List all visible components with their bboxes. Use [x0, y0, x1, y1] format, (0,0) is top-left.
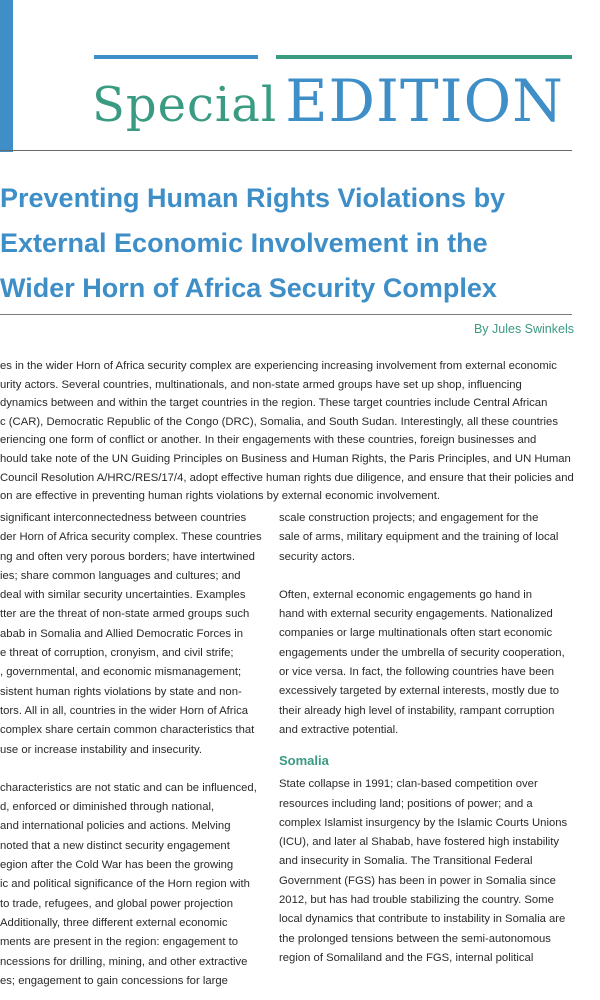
text-line: complex Islamist insurgency by the Islamic Courts Unions: [279, 816, 568, 829]
text-line: der Horn of Africa security complex. These countries: [0, 531, 262, 544]
text-line: sale of arms, military equipment and the training of local: [279, 531, 559, 544]
text-line: security actors.: [279, 550, 355, 563]
text-line: tter are the threat of non-state armed groups such: [0, 608, 250, 621]
masthead-rule-blue: [94, 55, 258, 59]
text-line: ies; share common languages and cultures; and: [0, 569, 241, 582]
byline: By Jules Swinkels: [473, 322, 574, 336]
text-line: use or increase instability and insecurity.: [0, 743, 202, 756]
text-line: urity actors. Several countries, multinationals, and non-state armed groups have set up shop, influencing: [0, 378, 522, 391]
text-line: egion after the Cold War has been the growing: [0, 859, 234, 872]
text-line: ments are present in the region: engagement to: [0, 936, 239, 949]
text-line: local dynamics that contribute to instability in Somalia are: [279, 913, 566, 926]
text-line: hand with external security engagements. Nationalized: [279, 608, 553, 621]
text-line: (ICU), and later al Shabab, have fostered high instability: [279, 836, 560, 849]
article-title: [0, 176, 600, 311]
text-line: 2012, but has had trouble stabilizing the country. Some: [279, 894, 554, 907]
title-line: External Economic Involvement in the: [0, 228, 488, 258]
masthead-edition: EDITION: [285, 67, 564, 135]
text-line: and extractive potential.: [279, 723, 399, 736]
text-line: Additionally, three different external economic: [0, 916, 228, 929]
text-line: dynamics between and within the target countries in the region. These target countries include Central African: [0, 397, 548, 410]
text-line: Council Resolution A/HRC/RES/17/4, adopt effective human rights due diligence, and ensure that their policies and: [0, 471, 574, 484]
text-line: State collapse in 1991; clan-based competition over: [279, 778, 538, 791]
text-line: deal with similar security uncertainties. Examples: [0, 589, 246, 602]
text-line: hould take note of the UN Guiding Principles on Business and Human Rights, the Paris Principles, and UN Human: [0, 452, 571, 465]
text-line: , governmental, and economic mismanagement;: [0, 666, 242, 679]
text-line: engagements under the umbrella of security cooperation,: [279, 646, 565, 659]
text-line: characteristics are not static and can be influenced,: [0, 781, 257, 794]
title-line: Wider Horn of Africa Security Complex: [0, 273, 497, 303]
text-line: on are effective in preventing human rights violations by external economic involvement.: [0, 490, 440, 503]
text-line: noted that a new distinct security engagement: [0, 839, 230, 852]
title-line: Preventing Human Rights Violations by: [0, 183, 506, 213]
text-line: ncessions for drilling, mining, and other extractive: [0, 955, 248, 968]
text-line: e threat of corruption, cronyism, and civil strife;: [0, 647, 234, 660]
right-column: [279, 509, 579, 968]
text-line: c (CAR), Democratic Republic of the Congo (DRC), Somalia, and South Sudan. Interestingly, all these countries: [0, 415, 558, 428]
text-line: sistent human rights violations by state and non-: [0, 685, 242, 698]
text-line: region of Somaliland and the FGS, internal political: [279, 951, 534, 964]
text-line: excessively targeted by external interests, mostly due to: [279, 685, 560, 698]
text-line: Often, external economic engagements go hand in: [279, 588, 533, 601]
text-line: resources including land; positions of power; and a: [279, 797, 533, 810]
text-line: scale construction projects; and engagement for the: [279, 512, 539, 524]
text-line: complex share certain common characteristics that: [0, 724, 255, 737]
right-paragraph-2: [279, 586, 579, 740]
text-line: Government (FGS) has been in power in Somalia since: [279, 874, 556, 887]
text-line: to trade, refugees, and global power projection: [0, 897, 233, 910]
text-line: es; engagement to gain concessions for large: [0, 974, 228, 987]
intro-paragraph: [0, 357, 580, 506]
text-line: ng and often very porous borders; have intertwined: [0, 550, 255, 563]
text-line: and insecurity in Somalia. The Transitional Federal: [279, 855, 533, 868]
left-paragraph-2: [0, 779, 262, 991]
left-paragraph-1: [0, 509, 262, 760]
title-divider: [0, 314, 572, 315]
right-paragraph-3: [279, 775, 579, 968]
side-accent-bar: [0, 0, 13, 152]
masthead-divider: [0, 150, 572, 151]
paragraph-gap: [0, 760, 262, 779]
text-line: abab in Somalia and Allied Democratic Forces in: [0, 627, 244, 640]
right-paragraph-1: [279, 509, 579, 567]
text-line: eriencing one form of conflict or another. In their engagements with these countries, foreign businesses and: [0, 434, 537, 447]
paragraph-gap: [279, 567, 579, 586]
text-line: d, enforced or diminished through national,: [0, 801, 215, 814]
section-heading-somalia: Somalia: [279, 753, 329, 769]
text-line: or vice versa. In fact, the following countries have been: [279, 666, 555, 679]
masthead-special: Special: [92, 77, 278, 133]
left-column: [0, 509, 262, 991]
masthead: [92, 67, 564, 135]
text-line: companies or large multinationals often start economic: [279, 627, 553, 640]
masthead-rule-green: [276, 55, 572, 59]
text-line: and international policies and actions. Melving: [0, 820, 231, 833]
text-line: the prolonged tensions between the semi-autonomous: [279, 932, 551, 945]
text-line: es in the wider Horn of Africa security complex are experiencing increasing involvement from external economic: [0, 360, 557, 372]
text-line: tors. All in all, countries in the wider Horn of Africa: [0, 704, 249, 717]
text-line: ic and political significance of the Horn region with: [0, 878, 250, 891]
text-line: significant interconnectedness between countries: [0, 512, 247, 524]
text-line: their already high level of instability, rampant corruption: [279, 704, 555, 717]
